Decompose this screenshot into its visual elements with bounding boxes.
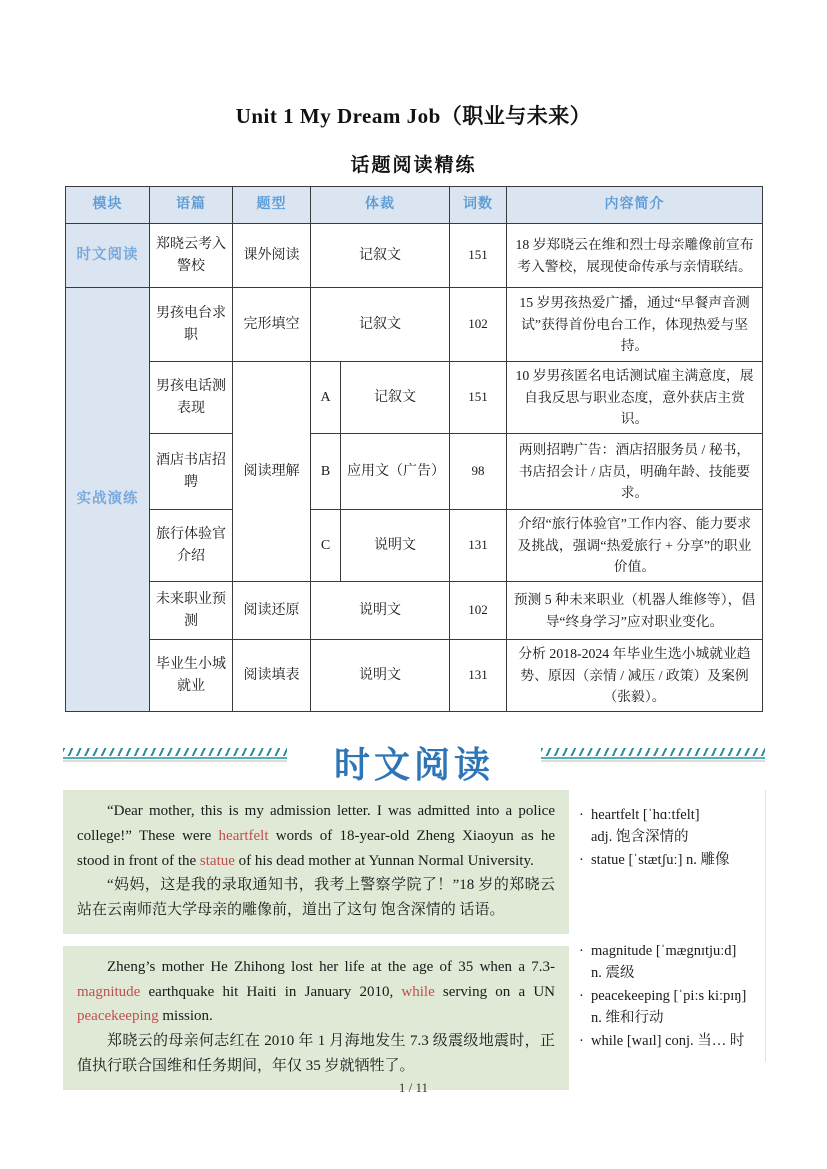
vocab-group-1 bbox=[579, 804, 759, 871]
passage-column bbox=[63, 790, 569, 1102]
vocab-term: statue [ˈstætʃuː] n. 雕像 bbox=[591, 851, 730, 868]
unit-title: Unit 1 My Dream Job（职业与未来） bbox=[235, 104, 592, 128]
page-number: 1 / 11 bbox=[398, 1080, 429, 1095]
type-cell: 完形填空 bbox=[233, 288, 311, 362]
summary-cell: 10 岁男孩匿名电话测试雇主满意度，展自我反思与职业态度，意外获店主赏识。 bbox=[507, 362, 763, 434]
table-row bbox=[66, 434, 763, 510]
passage-cell: 男孩电话测表现 bbox=[150, 362, 233, 434]
summary-cell: 介绍“旅行体验官”工作内容、能力要求及挑战，强调“热爱旅行 + 分享”的职业价值。 bbox=[507, 510, 763, 582]
letter-cell: A bbox=[311, 362, 341, 434]
vocab-definition: adj. 饱含深情的 bbox=[591, 829, 689, 846]
vocab-term: magnitude [ˈmægnɪtjuːd] bbox=[591, 943, 737, 959]
module-cell-shizhan: 实战演练 bbox=[66, 288, 150, 712]
passage-block-2 bbox=[63, 946, 569, 1090]
type-cell: 阅读还原 bbox=[233, 582, 311, 640]
letter-cell: B bbox=[311, 434, 341, 510]
bullet-icon: · bbox=[579, 851, 584, 868]
stripes-underline bbox=[63, 757, 287, 759]
summary-cell: 18 岁郑晓云在维和烈士母亲雕像前宣布考入警校，展现使命传承与亲情联结。 bbox=[507, 224, 763, 288]
vocab-group-2 bbox=[579, 940, 759, 1052]
vocab-entry bbox=[579, 940, 759, 985]
passage-cell: 旅行体验官介绍 bbox=[150, 510, 233, 582]
table-row bbox=[66, 640, 763, 712]
bullet-icon: · bbox=[579, 1032, 584, 1049]
passage-cell: 毕业生小城就业 bbox=[150, 640, 233, 712]
letter-cell: C bbox=[311, 510, 341, 582]
vocab-entry bbox=[579, 804, 759, 849]
vocab-term: while [waɪl] conj. 当… 时 bbox=[591, 1032, 745, 1049]
decorative-stripes-right bbox=[541, 748, 765, 759]
words-cell: 151 bbox=[450, 362, 507, 434]
words-cell: 102 bbox=[450, 288, 507, 362]
genre-cell: 说明文 bbox=[311, 582, 450, 640]
stripes-pattern bbox=[541, 748, 765, 756]
stripes-pattern bbox=[63, 748, 287, 756]
col-header-words: 词数 bbox=[450, 187, 507, 224]
summary-cell: 15 岁男孩热爱广播，通过“早餐声音测试”获得首份电台工作，体现热爱与坚持。 bbox=[507, 288, 763, 362]
chinese-paragraph-2: 郑晓云的母亲何志红在 2010 年 1 月海地发生 7.3 级震级地震时，正值执行联合国维和任务期间，年仅 35 岁就牺牲了。 bbox=[77, 1033, 555, 1074]
vocab-entry bbox=[579, 849, 759, 871]
passage-cell: 郑晓云考入警校 bbox=[150, 224, 233, 288]
vocab-entry bbox=[579, 1030, 759, 1052]
banner-title: 时文阅读 bbox=[333, 743, 494, 785]
table-row bbox=[66, 288, 763, 362]
summary-cell: 两则招聘广告：酒店招服务员 / 秘书，书店招会计 / 店员，明确年龄、技能要求。 bbox=[507, 434, 763, 510]
table-row bbox=[66, 362, 763, 434]
vocab-term: peacekeeping [ˈpiːs kiːpɪŋ] bbox=[591, 987, 747, 1004]
words-cell: 98 bbox=[450, 434, 507, 510]
vocab-definition: n. 震级 bbox=[591, 965, 635, 982]
passage-block-1 bbox=[63, 790, 569, 934]
type-cell-reading-comprehension: 阅读理解 bbox=[233, 362, 311, 582]
col-header-type: 题型 bbox=[233, 187, 311, 224]
words-cell: 151 bbox=[450, 224, 507, 288]
genre-cell: 应用文（广告） bbox=[341, 434, 450, 510]
vocab-entry bbox=[579, 985, 759, 1030]
type-cell: 课外阅读 bbox=[233, 224, 311, 288]
passage-cell: 未来职业预测 bbox=[150, 582, 233, 640]
vocab-term: heartfelt [ˈhɑːtfelt] bbox=[591, 807, 700, 823]
stripes-underline bbox=[541, 757, 765, 759]
col-header-summary: 内容简介 bbox=[507, 187, 763, 224]
words-cell: 102 bbox=[450, 582, 507, 640]
chinese-paragraph-1: “妈妈，这是我的录取通知书，我考上警察学院了！”18 岁的郑晓云站在云南师范大学母亲的雕像前，道出了这句 饱含深情的 话语。 bbox=[77, 877, 555, 918]
module-cell-shiwen: 时文阅读 bbox=[66, 224, 150, 288]
vocab-definition: n. 维和行动 bbox=[591, 1010, 664, 1027]
table-header-row bbox=[66, 187, 763, 224]
summary-cell: 预测 5 种未来职业（机器人维修等），倡导“终身学习”应对职业变化。 bbox=[507, 582, 763, 640]
overview-table bbox=[65, 186, 763, 712]
english-paragraph-2: Zheng’s mother He Zhihong lost her life at the age of 35 when a 7.3-magnitude earthquake hit Haiti in January 2010, while serving on a UN peacekeeping mission. bbox=[77, 958, 556, 1025]
table-row bbox=[66, 582, 763, 640]
genre-cell: 说明文 bbox=[311, 640, 450, 712]
genre-cell: 记叙文 bbox=[311, 288, 450, 362]
words-cell: 131 bbox=[450, 640, 507, 712]
section-banner bbox=[63, 733, 765, 791]
col-header-genre: 体裁 bbox=[311, 187, 450, 224]
page-subtitle: 话题阅读精练 bbox=[350, 155, 477, 176]
passage-cell: 男孩电台求职 bbox=[150, 288, 233, 362]
genre-cell: 说明文 bbox=[341, 510, 450, 582]
table-row bbox=[66, 510, 763, 582]
genre-cell: 记叙文 bbox=[341, 362, 450, 434]
words-cell: 131 bbox=[450, 510, 507, 582]
english-paragraph-1: “Dear mother, this is my admission letter. I was admitted into a police college!” These were heartfelt words of 18-year-old Zheng Xiaoyun as he stood in front of the statue of his dead mother at Yunnan Normal University. bbox=[77, 803, 555, 869]
table-row bbox=[66, 224, 763, 288]
decorative-stripes-left bbox=[63, 748, 287, 759]
bullet-icon: · bbox=[579, 943, 584, 959]
col-header-module: 模块 bbox=[66, 187, 150, 224]
passage-cell: 酒店书店招聘 bbox=[150, 434, 233, 510]
reading-section bbox=[63, 790, 766, 1074]
col-header-passage: 语篇 bbox=[150, 187, 233, 224]
bullet-icon: · bbox=[579, 987, 584, 1004]
genre-cell: 记叙文 bbox=[311, 224, 450, 288]
bullet-icon: · bbox=[579, 807, 584, 823]
type-cell: 阅读填表 bbox=[233, 640, 311, 712]
summary-cell: 分析 2018-2024 年毕业生选小城就业趋势、原因（亲情 / 减压 / 政策）及案例（张毅）。 bbox=[507, 640, 763, 712]
